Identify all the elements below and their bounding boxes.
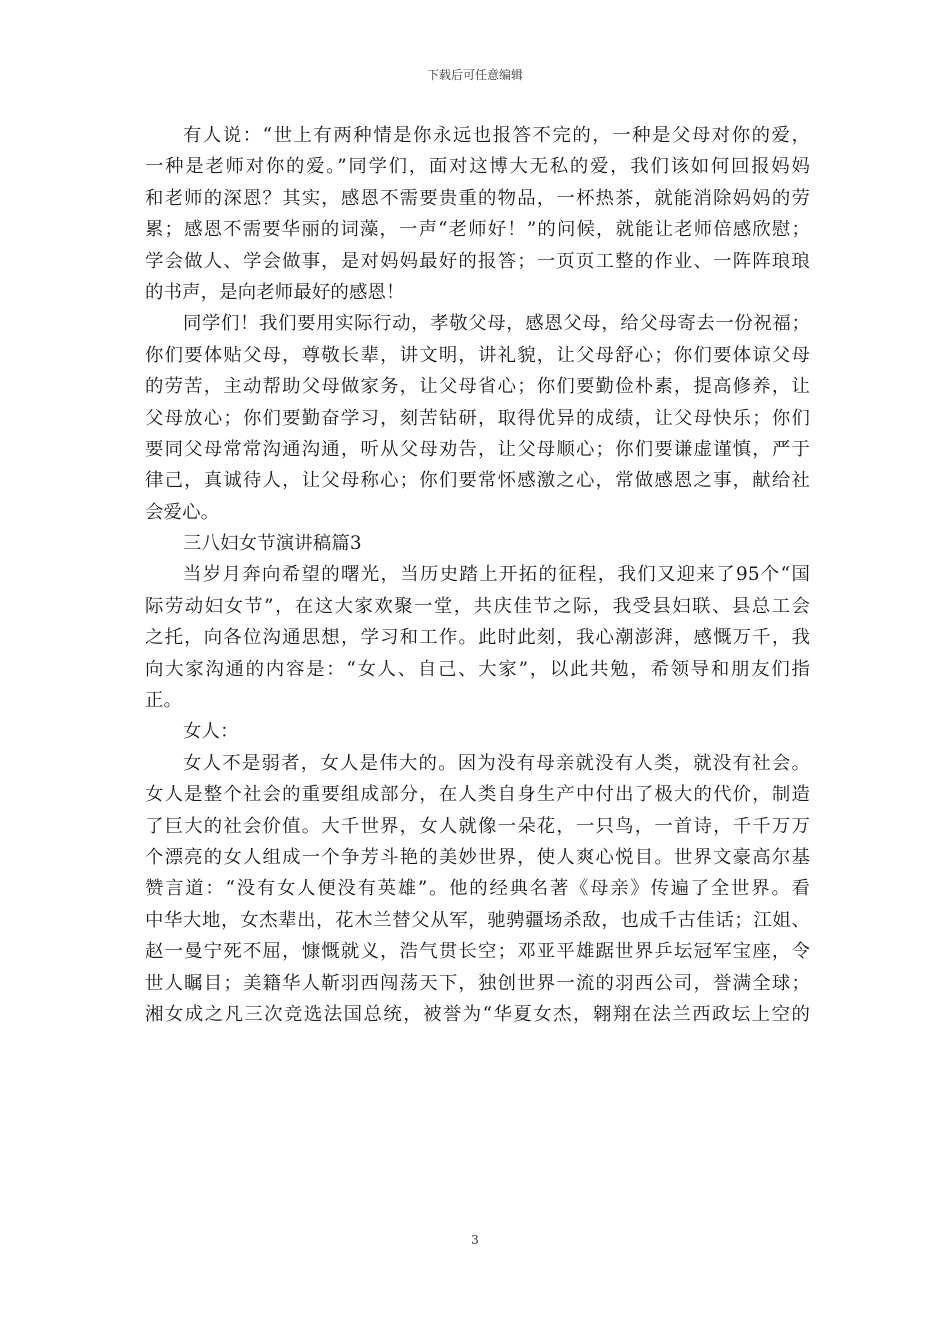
text-line: 际劳动妇女节”，在这大家欢聚一堂，共庆佳节之际，我受县妇联、县总工会 <box>145 595 810 617</box>
text-line: 的劳苦，主动帮助父母做家务，让父母省心；你们要勤俭朴素，提高修养，让 <box>145 376 810 398</box>
paragraph <box>145 308 810 528</box>
text-line: 律己，真诚待人，让父母称心；你们要常怀感激之心，常做感恩之事，献给社 <box>145 470 810 492</box>
paragraph <box>145 559 810 716</box>
text-line: 累；感恩不需要华丽的词藻，一声“老师好！”的问候，就能让老师倍感欣慰； <box>145 219 810 241</box>
text-line: 之托，向各位沟通思想，学习和工作。此时此刻，我心潮澎湃，感慨万千，我 <box>145 627 810 649</box>
page-number: 3 <box>471 1233 479 1247</box>
text-line: 学会做人、学会做事，是对妈妈最好的报答；一页页工整的作业、一阵阵琅琅 <box>145 250 810 272</box>
text-line: 女人是整个社会的重要组成部分，在人类自身生产中付出了极大的代价，制造 <box>145 784 810 806</box>
text-line: 湘女成之凡三次竞选法国总统，被誉为“华夏女杰，翱翔在法兰西政坛上空的 <box>145 1003 810 1025</box>
heading-line: 女人： <box>183 721 239 743</box>
text-line: 一种是老师对你的爱。”同学们，面对这博大无私的爱，我们该如何回报妈妈 <box>145 156 810 178</box>
text-line: 父母放心；你们要勤奋学习，刻苦钻研，取得优异的成绩，让父母快乐；你们 <box>145 407 810 429</box>
text-line: 女人不是弱者，女人是伟大的。因为没有母亲就没有人类，就没有社会。 <box>183 752 810 774</box>
text-line: 个漂亮的女人组成一个争芳斗艳的美妙世界，使人爽心悦目。世界文豪高尔基 <box>145 846 810 868</box>
document-body <box>145 120 810 1030</box>
text-line: 的书声，是向老师最好的感恩！ <box>145 281 405 303</box>
text-line: 世人瞩目；美籍华人靳羽西闯荡天下，独创世界一流的羽西公司，誉满全球； <box>145 972 810 994</box>
text-line: 中华大地，女杰辈出，花木兰替父从军，驰骋疆场杀敌，也成千古佳话；江姐、 <box>145 909 810 931</box>
text-line: 当岁月奔向希望的曙光，当历史踏上开拓的征程，我们又迎来了95个“国 <box>183 564 810 586</box>
text-line: 赞言道：“没有女人便没有英雄”。他的经典名著《母亲》传遍了全世界。看 <box>145 878 810 900</box>
text-line: 会爱心。 <box>145 501 220 523</box>
text-line: 正。 <box>145 690 183 712</box>
text-line: 你们要体贴父母，尊敬长辈，讲文明，讲礼貌，让父母舒心；你们要体谅父母 <box>145 344 810 366</box>
section-heading <box>145 528 810 559</box>
heading-line: 三八妇女节演讲稿篇3 <box>183 533 362 555</box>
text-line: 了巨大的社会价值。大千世界，女人就像一朵花，一只鸟，一首诗，千千万万 <box>145 815 810 837</box>
subheading <box>145 716 810 747</box>
paragraph <box>145 748 810 1031</box>
text-line: 赵一曼宁死不屈，慷慨就义，浩气贯长空；邓亚平雄踞世界乒坛冠军宝座，令 <box>145 941 810 963</box>
text-line: 同学们！我们要用实际行动，孝敬父母，感恩父母，给父母寄去一份祝福； <box>183 313 810 335</box>
page-header: 下载后可任意编辑 <box>426 68 523 82</box>
text-line: 有人说：“世上有两种情是你永远也报答不完的，一种是父母对你的爱， <box>183 125 810 146</box>
text-line: 要同父母常常沟通沟通，听从父母劝告，让父母顺心；你们要谦虚谨慎，严于 <box>145 438 810 460</box>
paragraph <box>145 120 810 308</box>
text-line: 和老师的深恩？其实，感恩不需要贵重的物品，一杯热茶，就能消除妈妈的劳 <box>145 187 810 209</box>
text-line: 向大家沟通的内容是：“女人、自己、大家”，以此共勉，希领导和朋友们指 <box>145 658 810 680</box>
